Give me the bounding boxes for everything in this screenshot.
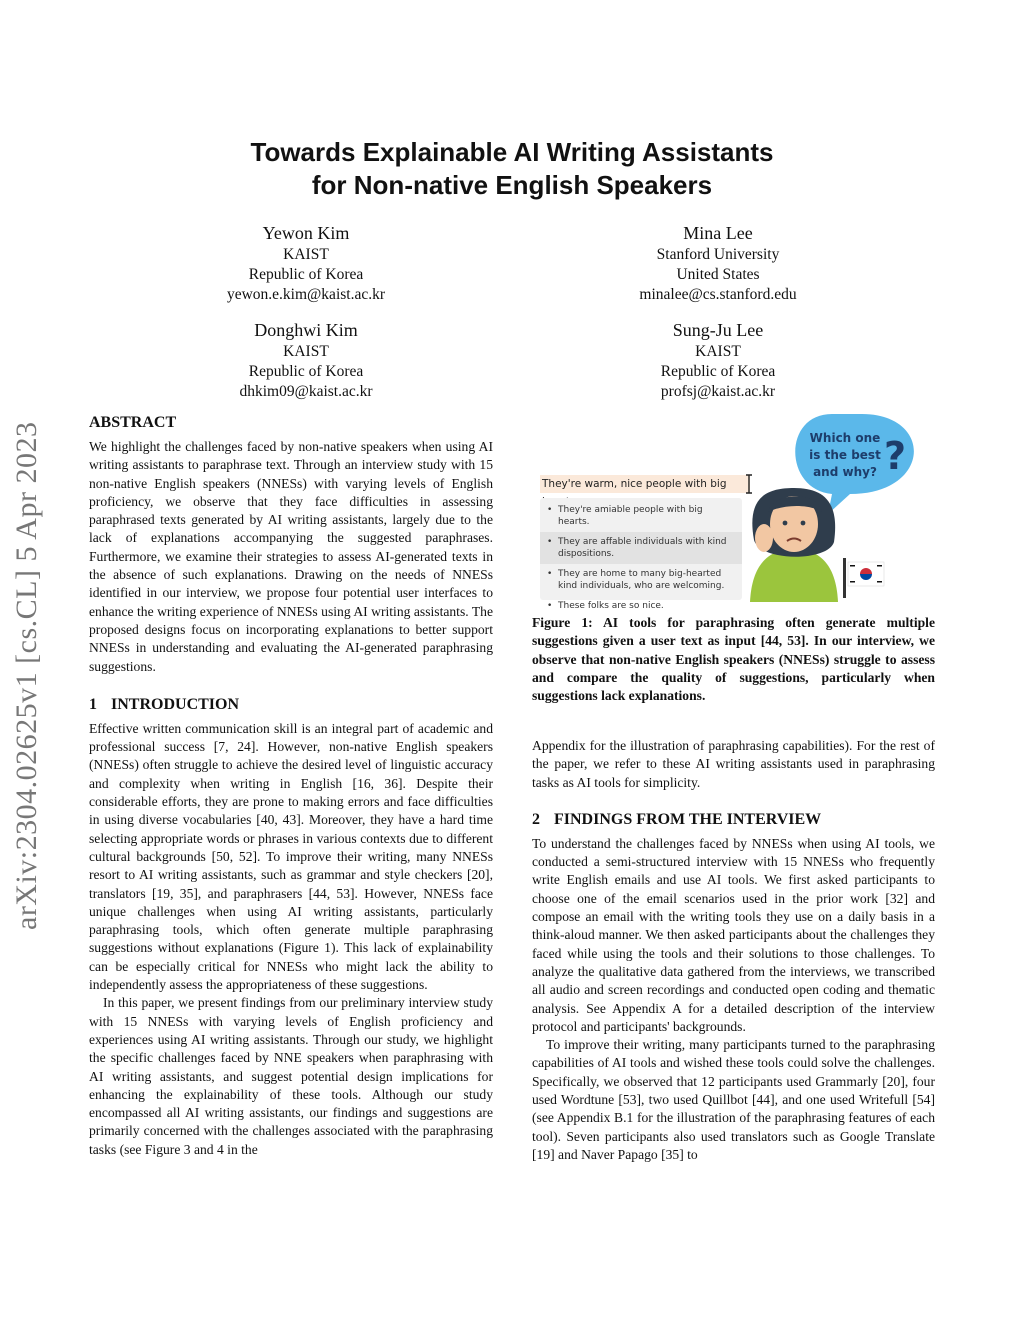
question-mark-icon: ? [884, 434, 907, 478]
author-country: Republic of Korea [248, 363, 364, 380]
author-affiliation: KAIST [283, 246, 329, 263]
bubble-line-2: is the best [809, 448, 881, 462]
section-number: 1 [89, 695, 97, 713]
author-name: Yewon Kim [262, 223, 350, 243]
korea-flag-icon [848, 562, 884, 586]
caption-text: AI tools for paraphrasing often generate multiple suggestions given a user text as input [44, 53]. In our interview, we observe that non-native English speakers (NNESs) struggle to assess and compare the quality of suggestions, particularly when suggestions lack explanations. [532, 615, 935, 704]
caption-label: Figure 1: [532, 615, 593, 630]
author-name: Sung-Ju Lee [672, 320, 764, 340]
author-affiliation: KAIST [695, 343, 741, 360]
author-block-3 [146, 318, 466, 402]
intro-continuation: Appendix for the illustration of paraphrasing capabilities). For the rest of the paper, we refer to these AI writing assistants used in paraphrasing tasks as AI tools for simplicity. [532, 738, 935, 790]
paraphrase-input[interactable]: They're warm, nice people with big [540, 475, 750, 493]
title-line-2: for Non-native English Speakers [311, 170, 713, 200]
author-country: United States [676, 266, 760, 283]
suggestion-item[interactable]: • They are affable individuals with kind dispositions. [540, 532, 742, 564]
abstract-heading: ABSTRACT [89, 414, 177, 431]
author-email: yewon.e.kim@kaist.ac.kr [226, 286, 386, 303]
right-column [532, 737, 935, 1164]
author-affiliation: Stanford University [656, 246, 780, 263]
author-affiliation: KAIST [283, 343, 329, 360]
figure-1 [532, 412, 935, 611]
person-hand [755, 524, 773, 552]
abstract-text: We highlight the challenges faced by non-native speakers when using AI writing assistants to paraphrase text. Through an interview study with 15 non-native English speakers (NNESs) with varying levels of English proficiency, we observe that they face difficulties in assessing paraphrased texts generated by AI writing assistants, largely due to the lack of explanations accompanying the suggested paraphrases. Furthermore, we examine their strategies to assess AI-generated texts in the absence of such explanations. Drawing on the needs of NNESs identified in our interview, we propose four potential user interfaces to enhance the writing experience of NNESs using AI writing assistants. The proposed designs focus on incorporating explanations to better support NNESs in understanding and evaluating the AI-generated paraphrasing suggestions. [89, 439, 493, 674]
bubble-line-3: and why? [813, 465, 877, 479]
left-column [89, 412, 493, 1159]
title-line-1: Towards Explainable AI Writing Assistants [250, 137, 774, 167]
author-block-1 [146, 221, 466, 305]
suggestion-item[interactable]: • They're amiable people with big hearts. [540, 500, 742, 532]
author-block-2 [558, 221, 878, 305]
person-illustration [750, 488, 838, 602]
intro-paragraph-1: Effective written communication skill is an integral part of academic and professional success [7, 24]. However, non-native English speakers (NNESs) often struggle to achieve the desired level of linguistic accuracy and complexity when writing in English [16, 36]. Despite their considerable efforts, they are prone to making errors and face difficulties in using diverse vocabularies [40, 43]. Moreover, they have a hard time selecting appropriate words or phrases in various contexts due to different cultural backgrounds [50, 52]. To improve their writing, many NNESs resort to AI writing assistants, such as grammar and style checkers [20], translators [19, 35], and paraphrasers [44, 53]. However, NNESs face unique challenges when using AI writing assistants, particularly paraphrasing tools, which often generate multiple paraphrasing suggestions without explanations (Figure 1). This lack of explainability can be especially critical for NNESs who might lack the ability to independently assess the appropriateness of these suggestions. [89, 720, 493, 993]
section-number: 2 [532, 810, 540, 828]
author-block-4 [558, 318, 878, 402]
intro-paragraph-2: In this paper, we present findings from our preliminary interview study with 15 NNESs with varying levels of English proficiency and experiences using AI writing assistants. Through our study, we highlight the specific challenges faced by NNE speakers when paraphrasing with AI writing assistants, and suggest potential design implications for enhancing the explainability of these tools. Although our study encompassed all AI writing assistants, our findings and suggestions are primarily concerned with the challenges associated with the paraphrasing tasks (see Figure 3 and 4 in the [89, 995, 493, 1157]
findings-paragraph-1: To understand the challenges faced by NNESs when using AI tools, we conducted a semi-structured interview with 15 NNESs who frequently write English emails and use AI tools. We first asked participants to choose one of the email scenarios used in the prior work [32] and compose an email with the writing tools they use on a daily basis in a think-aloud manner. We then asked participants about the challenges they faced while using the tools and their solutions to those challenges. To analyze the qualitative data gathered from the interviews, we transcribed all audio and screen recordings and conducted open coding and thematic analysis. See Appendix A for a detailed description of the interview protocol and participants' backgrounds. [532, 835, 935, 1034]
findings-heading [532, 809, 935, 831]
author-email: dhkim09@kaist.ac.kr [239, 383, 373, 400]
findings-paragraph-2: To improve their writing, many participants turned to the paraphrasing capabilities of AI tools and wished these tools could solve the challenges. Specifically, we observed that 12 participants used Grammarly [20], four used Wordtune [53], two used Quillbot [44], and one used Writefull [54] (see Appendix B.1 for the illustration of the paraphrasing features of each tool). Seven participants also used translators such as Google Translate [19] and Naver Papago [35] to [532, 1037, 935, 1162]
author-email: profsj@kaist.ac.kr [660, 383, 776, 400]
section-title: INTRODUCTION [111, 695, 240, 713]
person-eye-right [801, 521, 806, 526]
suggestion-item[interactable]: • These folks are so nice. [540, 596, 742, 616]
arxiv-identifier: arXiv:2304.02625v1 [cs.CL] 5 Apr 2023 [10, 421, 43, 930]
author-country: Republic of Korea [660, 363, 776, 380]
suggestion-item[interactable]: • They are home to many big-hearted kind individuals, who are welcoming. [540, 564, 742, 596]
person-eye-left [783, 521, 788, 526]
bubble-question [800, 430, 890, 481]
intro-heading [89, 694, 493, 716]
bubble-line-1: Which one [809, 431, 881, 445]
author-name: Mina Lee [683, 223, 753, 243]
paper-title [120, 136, 904, 202]
author-email: minalee@cs.stanford.edu [639, 286, 797, 303]
section-title: FINDINGS FROM THE INTERVIEW [554, 810, 822, 828]
flag-pole [843, 558, 846, 598]
suggestion-list [540, 498, 742, 611]
author-country: Republic of Korea [248, 266, 364, 283]
text-cursor-icon [745, 474, 753, 494]
author-name: Donghwi Kim [254, 320, 358, 340]
figure-caption [532, 614, 935, 705]
